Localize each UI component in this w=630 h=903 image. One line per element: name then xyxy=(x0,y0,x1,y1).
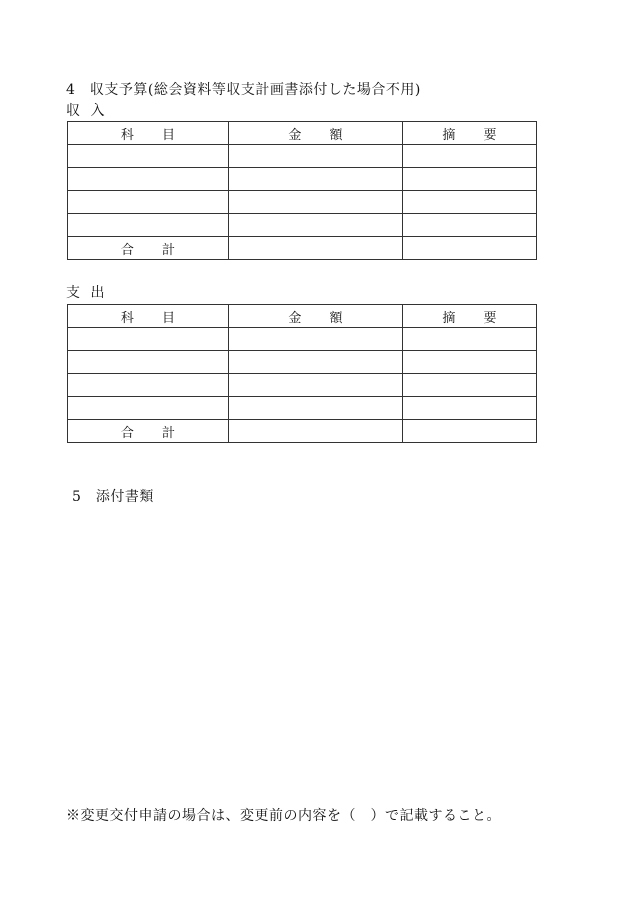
income-item-cell[interactable] xyxy=(68,214,229,237)
expense-header-row xyxy=(68,305,537,328)
expense-remarks-cell[interactable] xyxy=(403,397,537,420)
income-amount-cell[interactable] xyxy=(229,191,403,214)
expense-header-item: 科 目 xyxy=(68,305,229,328)
income-total-row xyxy=(68,237,537,260)
income-label: 収 入 xyxy=(66,103,108,119)
income-amount-cell[interactable] xyxy=(229,145,403,168)
income-item-cell[interactable] xyxy=(68,145,229,168)
expense-total-remarks[interactable] xyxy=(403,420,537,443)
expense-header-remarks: 摘 要 xyxy=(403,305,537,328)
footnote: ※変更交付申請の場合は、変更前の内容を（ ）で記載すること。 xyxy=(66,808,501,824)
income-table xyxy=(67,121,537,260)
income-header-remarks: 摘 要 xyxy=(403,122,537,145)
table-row xyxy=(68,168,537,191)
expense-remarks-cell[interactable] xyxy=(403,351,537,374)
expense-total-row xyxy=(68,420,537,443)
table-row xyxy=(68,145,537,168)
table-row xyxy=(68,374,537,397)
income-total-amount[interactable] xyxy=(229,237,403,260)
expense-item-cell[interactable] xyxy=(68,328,229,351)
expense-remarks-cell[interactable] xyxy=(403,374,537,397)
expense-amount-cell[interactable] xyxy=(229,374,403,397)
expense-amount-cell[interactable] xyxy=(229,328,403,351)
budget-section-title: 4 収支予算(総会資料等収支計画書添付した場合不用) xyxy=(66,82,421,98)
income-remarks-cell[interactable] xyxy=(403,191,537,214)
expense-label: 支 出 xyxy=(66,285,108,301)
income-header-amount: 金 額 xyxy=(229,122,403,145)
expense-table xyxy=(67,304,537,443)
expense-item-cell[interactable] xyxy=(68,351,229,374)
income-remarks-cell[interactable] xyxy=(403,145,537,168)
expense-header-amount: 金 額 xyxy=(229,305,403,328)
income-header-row xyxy=(68,122,537,145)
table-row xyxy=(68,328,537,351)
income-remarks-cell[interactable] xyxy=(403,214,537,237)
attachments-section-title: 5 添付書類 xyxy=(72,489,154,505)
income-header-item: 科 目 xyxy=(68,122,229,145)
expense-remarks-cell[interactable] xyxy=(403,328,537,351)
table-row xyxy=(68,351,537,374)
table-row xyxy=(68,191,537,214)
table-row xyxy=(68,397,537,420)
income-item-cell[interactable] xyxy=(68,168,229,191)
table-row xyxy=(68,214,537,237)
income-total-remarks[interactable] xyxy=(403,237,537,260)
expense-amount-cell[interactable] xyxy=(229,351,403,374)
expense-total-label: 合 計 xyxy=(68,420,229,443)
income-amount-cell[interactable] xyxy=(229,214,403,237)
income-total-label: 合 計 xyxy=(68,237,229,260)
income-remarks-cell[interactable] xyxy=(403,168,537,191)
expense-item-cell[interactable] xyxy=(68,397,229,420)
expense-total-amount[interactable] xyxy=(229,420,403,443)
income-item-cell[interactable] xyxy=(68,191,229,214)
expense-amount-cell[interactable] xyxy=(229,397,403,420)
expense-item-cell[interactable] xyxy=(68,374,229,397)
income-amount-cell[interactable] xyxy=(229,168,403,191)
